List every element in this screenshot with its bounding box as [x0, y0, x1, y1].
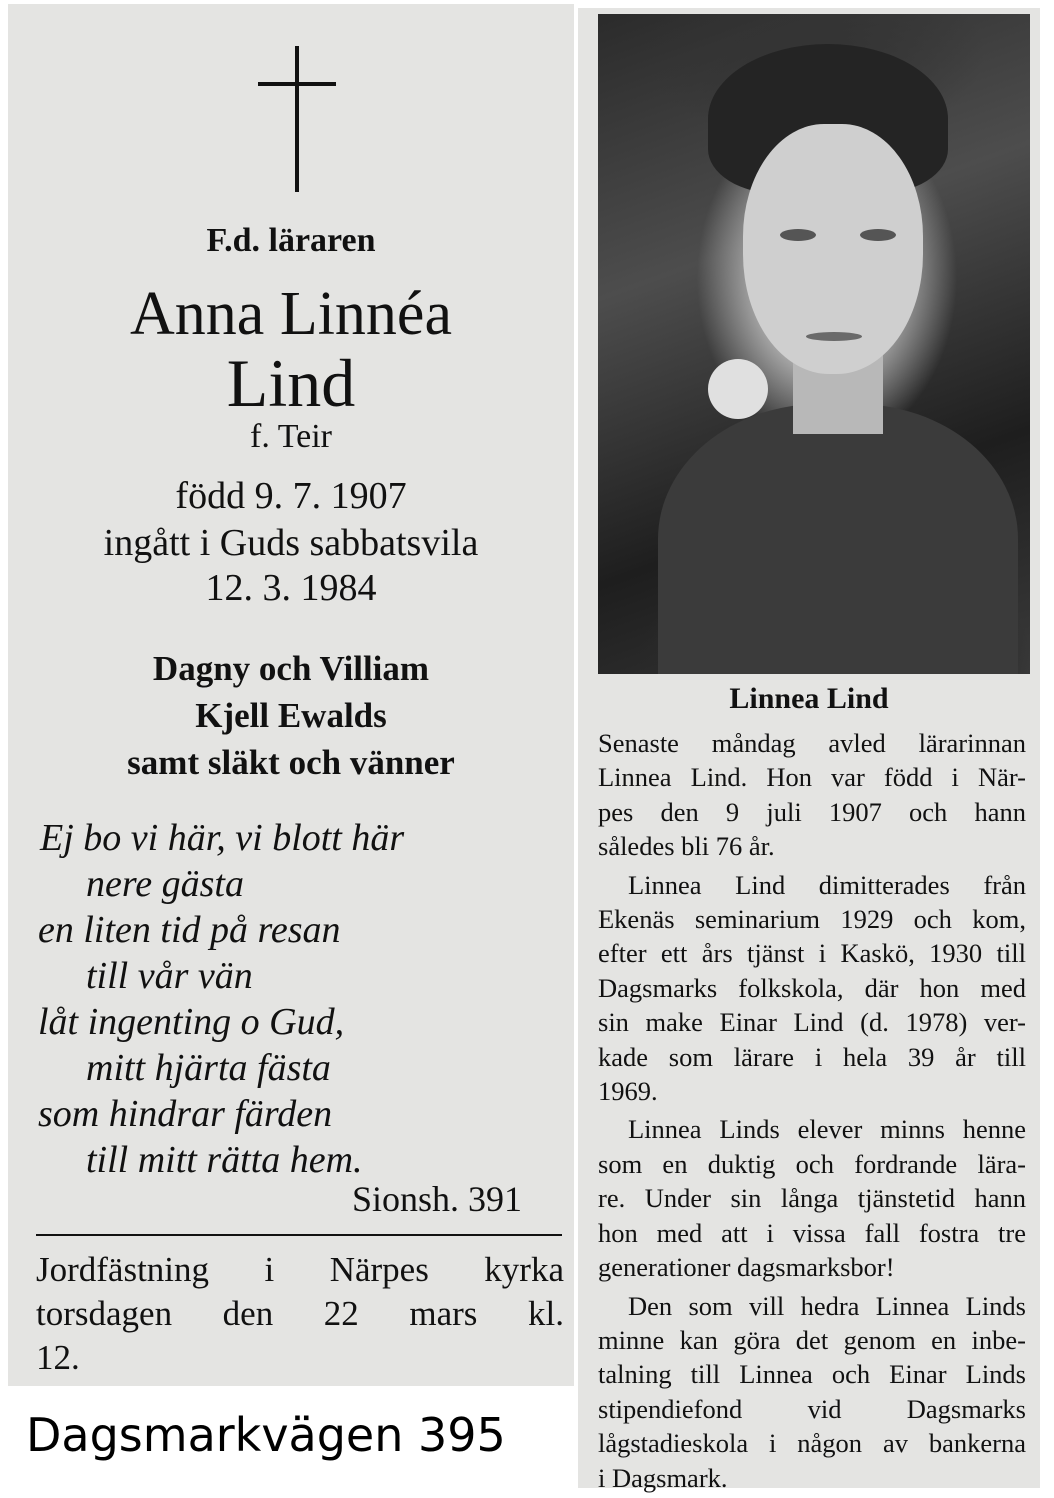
text-line: sin make Einar Lind (d. 1978) ver- [598, 1007, 1026, 1038]
obituary-clipping [578, 8, 1040, 1493]
photo-caption: Linnea Lind [729, 682, 889, 715]
text-line: talning till Linnea och Einar Linds [598, 1359, 1026, 1390]
death-date: 12. 3. 1984 [205, 567, 377, 609]
obituary-paragraph [598, 1289, 1026, 1495]
funeral-line: torsdagen den 22 mars kl. [36, 1294, 564, 1333]
address-label: Dagsmarkvägen 395 [26, 1408, 506, 1462]
hymn-reference: Sionsh. 391 [351, 1179, 522, 1219]
text-line: re. Under sin långa tjänstetid hann [598, 1183, 1026, 1214]
text-line: 1969. [598, 1076, 658, 1107]
portrait-photo [598, 14, 1030, 674]
text-line: lågstadieskola i någon av bankerna [598, 1428, 1026, 1459]
given-names: Anna Linnéa [130, 280, 452, 348]
maiden-name: f. Teir [250, 418, 332, 455]
text-line: Senaste måndag avled lärarinnan [598, 728, 1026, 758]
verse-line: en liten tid på resan [38, 909, 341, 951]
mourner-line: Kjell Ewalds [195, 696, 387, 735]
verse-line: som hindrar färden [38, 1093, 333, 1135]
text-line: generationer dagsmarksbor! [598, 1252, 895, 1283]
mourner-line: samt släkt och vänner [127, 743, 455, 782]
obituary-paragraph [598, 1112, 1026, 1284]
text-line: Linnea Lind dimitterades från [628, 869, 1026, 900]
verse-line: mitt hjärta fästa [86, 1047, 331, 1089]
surname: Lind [226, 345, 356, 421]
funeral-line: 12. [36, 1338, 80, 1377]
text-line: stipendiefond vid Dagsmarks [598, 1393, 1026, 1424]
text-line: efter ett års tjänst i Kaskö, 1930 till [598, 938, 1026, 969]
text-line: Linnea Lind. Hon var född i När- [598, 762, 1026, 793]
text-line: som en duktig och fordrande lära- [598, 1148, 1026, 1179]
text-line: således bli 76 år. [598, 831, 775, 862]
text-line: minne kan göra det genom en inbe- [598, 1324, 1026, 1355]
funeral-line: Jordfästning i Närpes kyrka [36, 1250, 564, 1289]
divider [36, 1234, 562, 1236]
verse-line: Ej bo vi här, vi blott här [40, 817, 405, 859]
death-notice-clipping [8, 4, 574, 1386]
text-line: Linnea Linds elever minns henne [628, 1114, 1026, 1145]
cross-icon [258, 46, 336, 192]
notice-lead: F.d. läraren [206, 222, 376, 259]
text-line: pes den 9 juli 1907 och hann [598, 796, 1026, 827]
text-line: i Dagsmark. [598, 1462, 728, 1493]
birth-date: född 9. 7. 1907 [175, 475, 407, 517]
funeral-info [36, 1248, 564, 1380]
text-line: kade som lärare i hela 39 år till [598, 1041, 1026, 1072]
text-line: Den som vill hedra Linnea Linds [628, 1290, 1026, 1321]
verse-line: nere gästa [86, 863, 244, 905]
text-line: Dagsmarks folkskola, där hon med [598, 972, 1026, 1003]
text-line: hon med att i vissa fall fostra tre [598, 1217, 1026, 1248]
mourner-line: Dagny och Villiam [152, 649, 430, 688]
obituary-text [598, 726, 1026, 1498]
obituary-paragraph [598, 868, 1026, 1109]
verse-line: låt ingenting o Gud, [38, 1001, 345, 1043]
rest-text: ingått i Guds sabbatsvila [103, 522, 479, 564]
text-line: Ekenäs seminarium 1929 och kom, [598, 904, 1026, 935]
obituary-paragraph [598, 726, 1026, 864]
verse-line: till mitt rätta hem. [86, 1139, 363, 1181]
verse-line: till vår vän [86, 955, 253, 997]
